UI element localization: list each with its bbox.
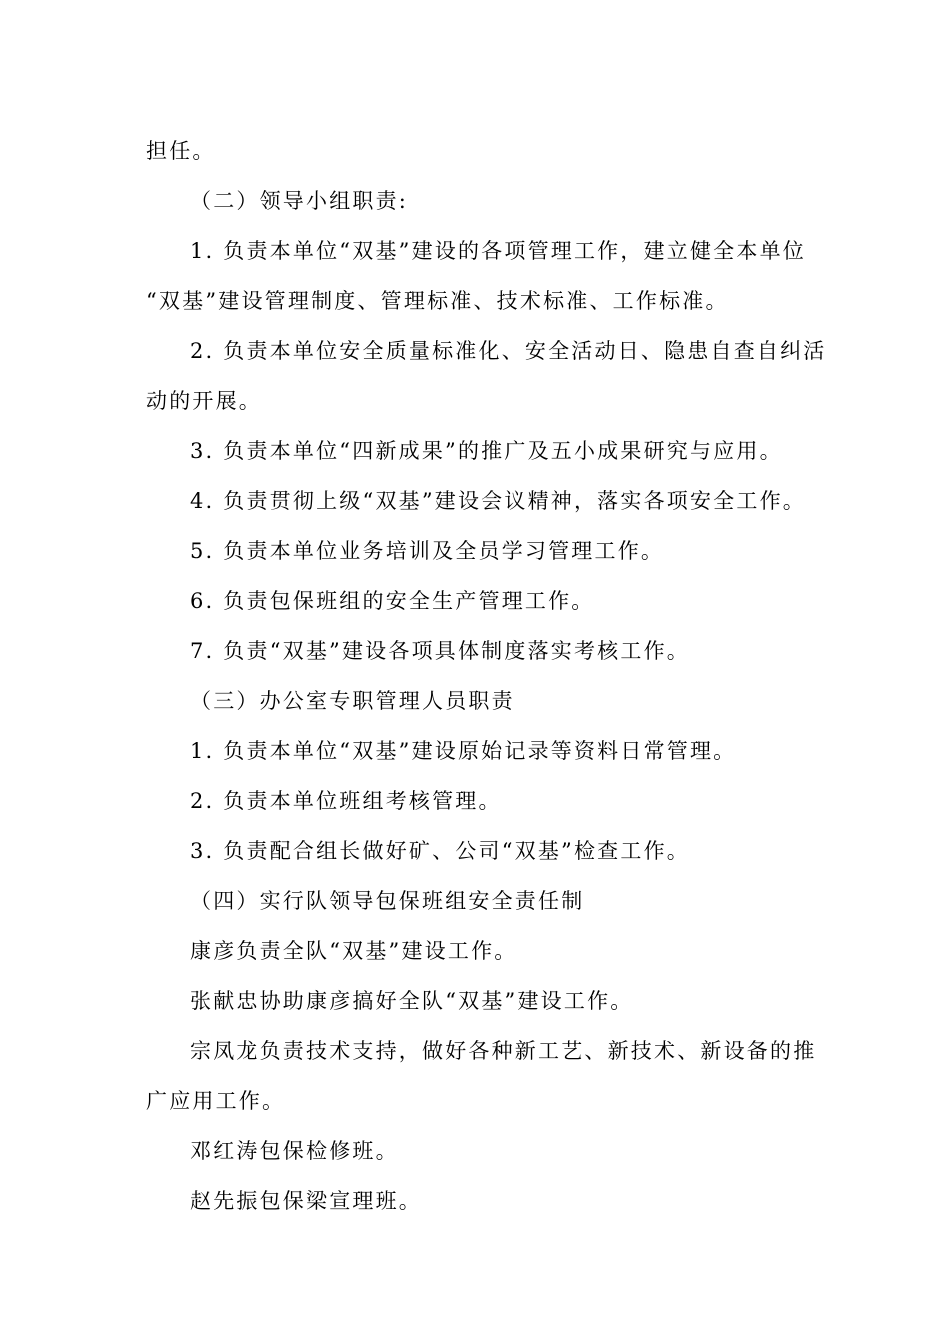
list-item: 2. 负责本单位安全质量标准化、安全活动日、隐患自查自纠活 — [190, 339, 827, 363]
paragraph: 康彦负责全队“双基”建设工作。 — [190, 939, 518, 963]
text-line: “双基”建设管理制度、管理标准、技术标准、工作标准。 — [146, 289, 729, 313]
paragraph: 邓红涛包保检修班。 — [190, 1139, 399, 1163]
paragraph: 宗凤龙负责技术支持，做好各种新工艺、新技术、新设备的推 — [190, 1039, 817, 1063]
list-item: 1. 负责本单位“双基”建设的各项管理工作，建立健全本单位 — [190, 239, 806, 263]
text-line: 广应用工作。 — [146, 1089, 286, 1113]
list-item: 3. 负责配合组长做好矿、公司“双基”检查工作。 — [190, 839, 690, 863]
text-line: 担任。 — [146, 139, 216, 163]
list-item: 4. 负责贯彻上级“双基”建设会议精神，落实各项安全工作。 — [190, 489, 806, 513]
section-heading: （三）办公室专职管理人员职责 — [190, 689, 515, 713]
list-item: 3. 负责本单位“四新成果”的推广及五小成果研究与应用。 — [190, 439, 783, 463]
paragraph: 张献忠协助康彦搞好全队“双基”建设工作。 — [190, 989, 634, 1013]
section-heading: （四）实行队领导包保班组安全责任制 — [190, 889, 585, 913]
paragraph: 赵先振包保梁宣理班。 — [190, 1189, 422, 1213]
list-item: 5. 负责本单位业务培训及全员学习管理工作。 — [190, 539, 665, 563]
list-item: 2. 负责本单位班组考核管理。 — [190, 789, 502, 813]
list-item: 7. 负责“双基”建设各项具体制度落实考核工作。 — [190, 639, 690, 663]
list-item: 6. 负责包保班组的安全生产管理工作。 — [190, 589, 595, 613]
list-item: 1. 负责本单位“双基”建设原始记录等资料日常管理。 — [190, 739, 737, 763]
text-line: 动的开展。 — [146, 389, 262, 413]
section-heading: （二）领导小组职责: — [190, 189, 409, 213]
